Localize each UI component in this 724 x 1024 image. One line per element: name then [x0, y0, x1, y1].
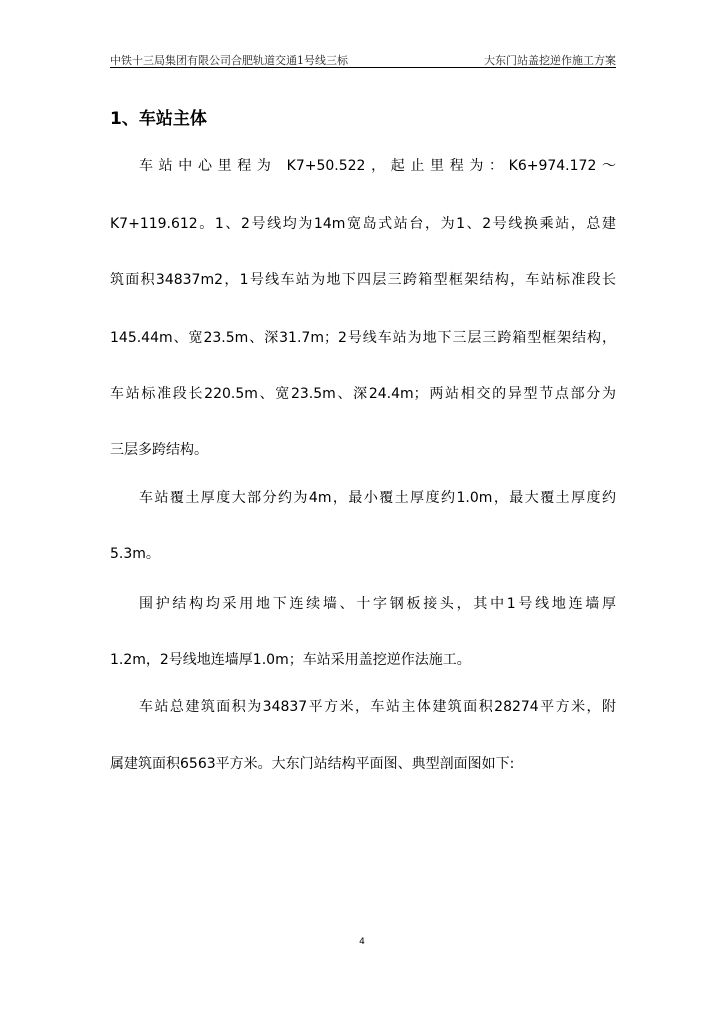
paragraph-line: 车站总建筑面积为34837平方米，车站主体建筑面积28274平方米，附 [139, 699, 616, 715]
paragraph-line: 车站标准段长220.5m、宽23.5m、深24.4m；两站相交的异型节点部分为 [110, 386, 616, 402]
paragraph-line: 5.3m。 [110, 546, 160, 562]
page-header [110, 52, 616, 68]
paragraph-line: 145.44m、宽23.5m、深31.7m；2号线车站为地下三层三跨箱型框架结构， [110, 330, 616, 346]
paragraph-line: 三层多跨结构。 [110, 442, 208, 458]
paragraph-line: 1.2m，2号线地连墙厚1.0m；车站采用盖挖逆作法施工。 [110, 652, 471, 668]
paragraph-line: 围护结构均采用地下连续墙、十字钢板接头，其中1号线地连墙厚 [139, 596, 616, 612]
page-number: 4 [359, 937, 365, 947]
header-company: 中铁十三局集团有限公司合肥轨道交通1号线三标 [110, 54, 348, 67]
paragraph-line: K7+119.612。1、2号线均为14m宽岛式站台，为1、2号线换乘站，总建 [110, 216, 616, 232]
paragraph-line: 属建筑面积6563平方米。大东门站结构平面图、典型剖面图如下: [110, 756, 515, 772]
header-document-title: 大东门站盖挖逆作施工方案 [484, 54, 616, 67]
header-divider [110, 67, 616, 68]
paragraph-line: 车站中心里程为 K7+50.522，起止里程为：K6+974.172～ [139, 158, 616, 174]
section-heading: 1、车站主体 [110, 109, 207, 129]
paragraph-line: 筑面积34837m2，1号线车站为地下四层三跨箱型框架结构，车站标准段长 [110, 272, 616, 288]
paragraph-line: 车站覆土厚度大部分约为4m，最小覆土厚度约1.0m，最大覆土厚度约 [139, 490, 616, 506]
